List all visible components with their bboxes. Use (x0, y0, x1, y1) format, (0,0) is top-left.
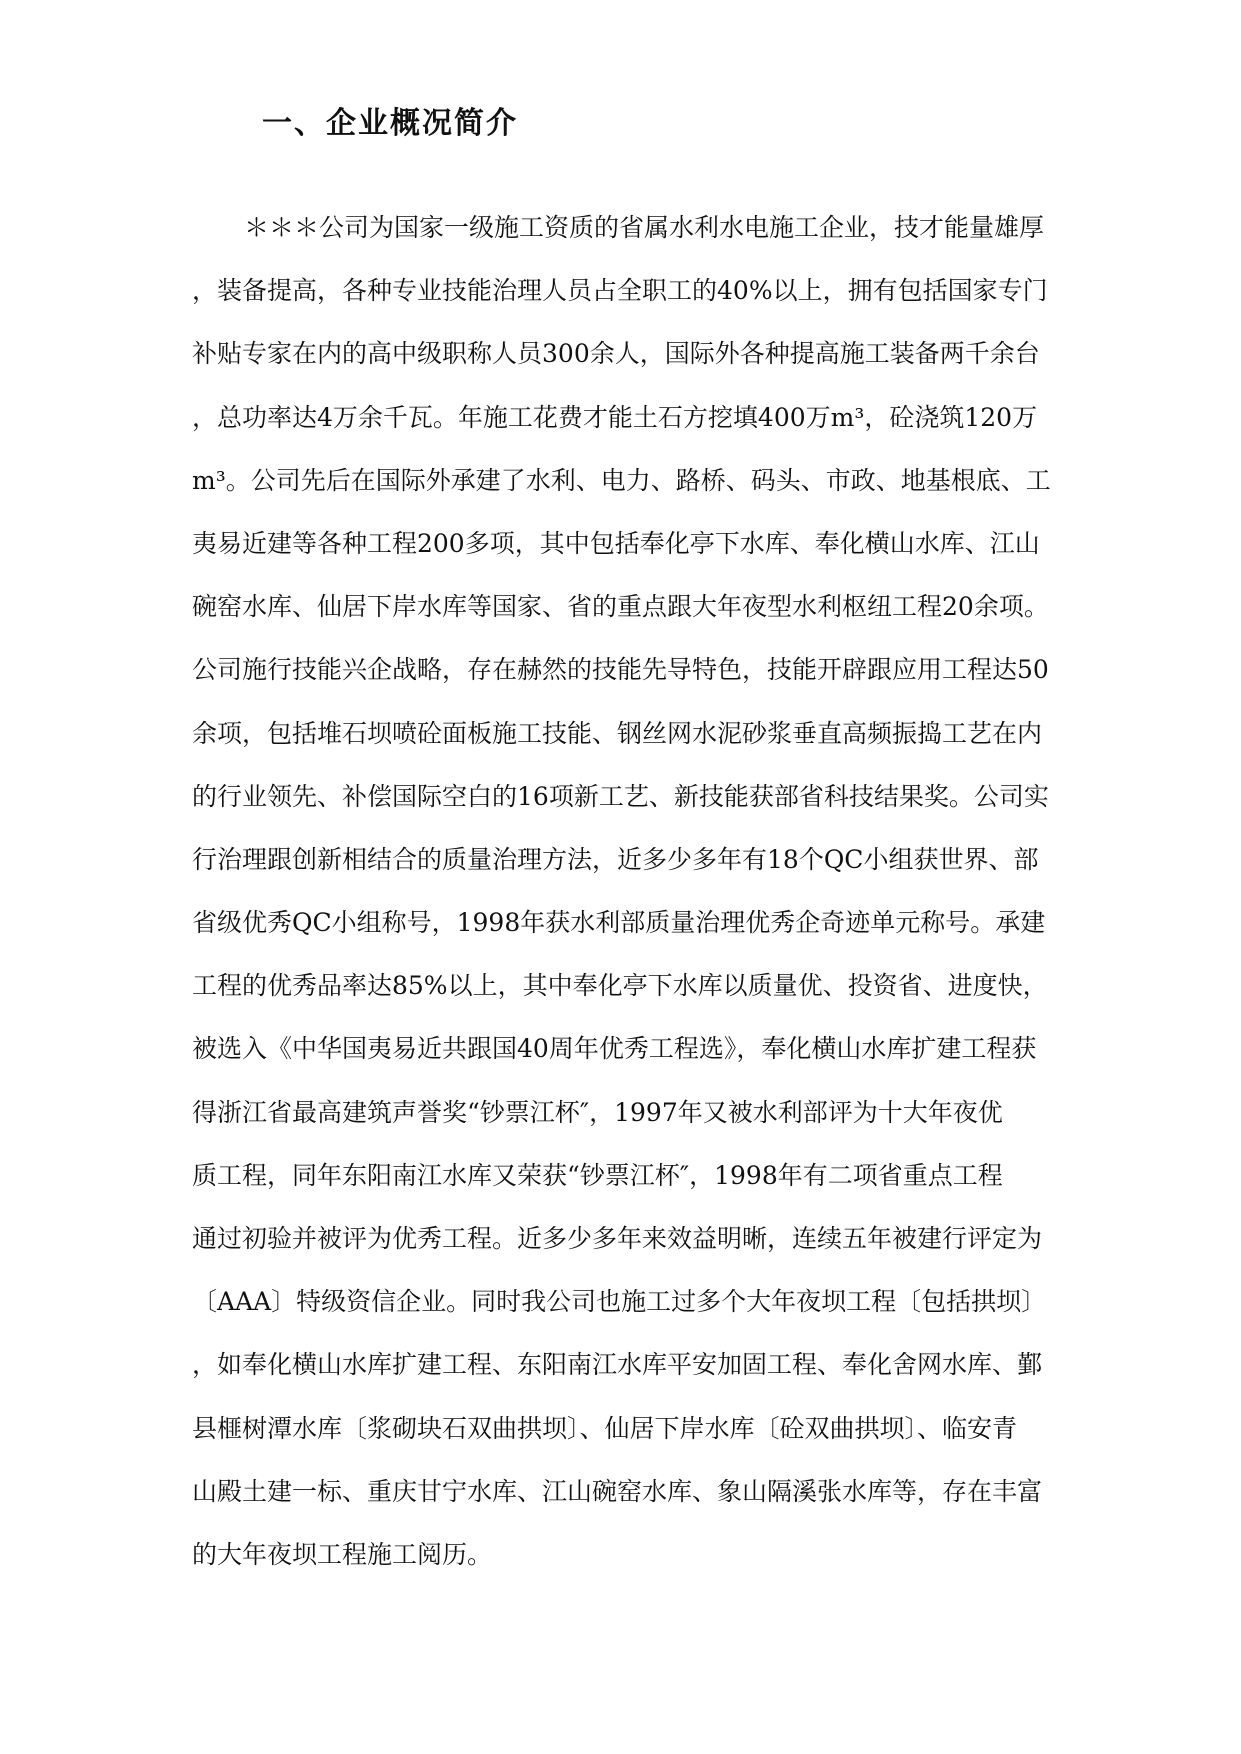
paragraph-line: ，如奉化横山水库扩建工程、东阳南江水库平安加固工程、奉化舍网水库、鄞 (192, 1350, 1043, 1380)
paragraph-line: 被选入《中华国夷易近共跟国40周年优秀工程选》，奉化横山水库扩建工程获 (192, 1034, 1037, 1064)
paragraph-line: ，装备提高，各种专业技能治理人员占全职工的40%以上，拥有包括国家专门 (192, 276, 1048, 306)
paragraph-line: 的行业领先、补偿国际空白的16项新工艺、新技能获部省科技结果奖。公司实 (192, 781, 1049, 811)
paragraph-line: 工程的优秀品率达85%以上，其中奉化亭下水库以质量优、投资省、进度快， (192, 971, 1048, 1001)
paragraph-line: 省级优秀QC小组称号，1998年获水利部质量治理优秀企奇迹单元称号。承建 (192, 908, 1046, 938)
paragraph-line: m³。公司先后在国际外承建了水利、电力、路桥、码头、市政、地基根底、工 (192, 465, 1051, 495)
paragraph-line: 补贴专家在内的高中级职称人员300余人，国际外各种提高施工装备两千余台 (192, 339, 1040, 369)
paragraph-line: 余项，包括堆石坝喷砼面板施工技能、钢丝网水泥砂浆垂直高频振捣工艺在内 (192, 718, 1043, 748)
paragraph-line: 碗窑水库、仙居下岸水库等国家、省的重点跟大年夜型水利枢纽工程20余项。 (192, 592, 1049, 622)
paragraph-line: 行治理跟创新相结合的质量治理方法，近多少多年有18个QC小组获世界、部 (192, 844, 1039, 874)
paragraph-line: ＊＊＊公司为国家一级施工资质的省属水利水电施工企业，技才能量雄厚 (244, 213, 1045, 242)
body-paragraph (192, 196, 1072, 1586)
paragraph-line: 的大年夜坝工程施工阅历。 (192, 1539, 493, 1569)
paragraph-line: 县榧树潭水库〔浆砌块石双曲拱坝〕、仙居下岸水库〔砼双曲拱坝〕、临安青 (192, 1413, 1018, 1443)
paragraph-line: ，总功率达4万余千瓦。年施工花费才能土石方挖填400万m³，砼浇筑120万 (192, 402, 1038, 432)
paragraph-line: 〔AAA〕特级资信企业。同时我公司也施工过多个大年夜坝工程〔包括拱坝〕 (192, 1287, 1047, 1317)
section-heading: 一、企业概况简介 (262, 106, 518, 141)
paragraph-line: 质工程，同年东阳南江水库又荣获“钞票江杯″，1998年有二项省重点工程 (192, 1160, 1003, 1190)
paragraph-line: 公司施行技能兴企战略，存在赫然的技能先导特色，技能开辟跟应用工程达50 (192, 655, 1049, 685)
paragraph-line: 得浙江省最高建筑声誉奖“钞票江杯″，1997年又被水利部评为十大年夜优 (192, 1097, 1003, 1127)
paragraph-line: 通过初验并被评为优秀工程。近多少多年来效益明晰，连续五年被建行评定为 (192, 1224, 1043, 1253)
paragraph-line: 夷易近建等各种工程200多项，其中包括奉化亭下水库、奉化横山水库、江山 (192, 528, 1040, 558)
paragraph-line: 山殿土建一标、重庆甘宁水库、江山碗窑水库、象山隔溪张水库等，存在丰富 (192, 1476, 1043, 1506)
